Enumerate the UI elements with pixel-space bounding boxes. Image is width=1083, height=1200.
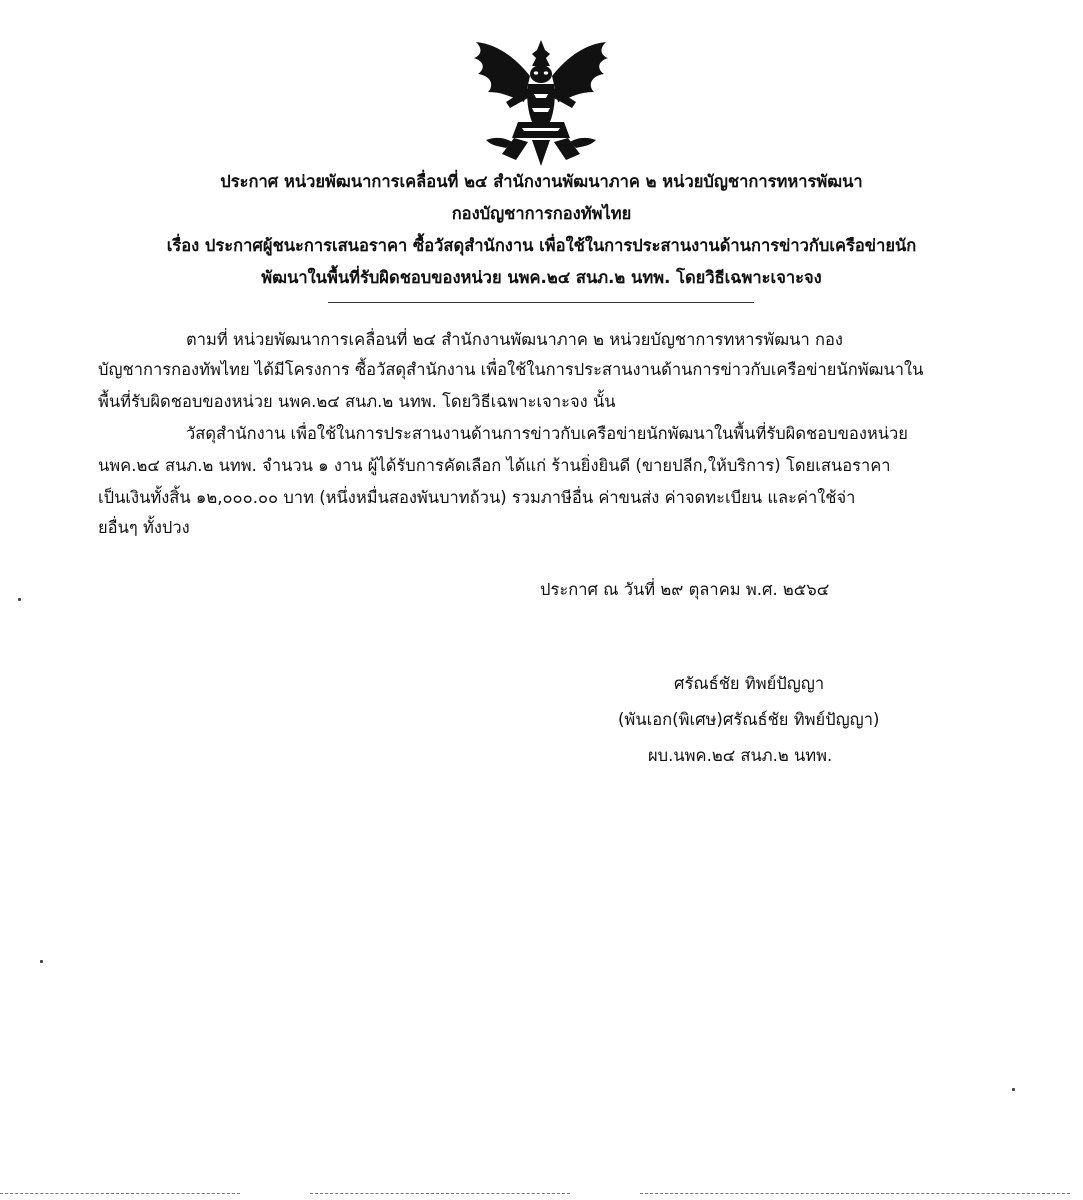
paragraph1-line1: ตามที่ หน่วยพัฒนาการเคลื่อนที่ ๒๔ สำนักงานพัฒนาภาค ๒ หน่วยบัญชาการทหารพัฒนา กอง bbox=[186, 330, 843, 349]
scan-edge-line bbox=[640, 1193, 1070, 1194]
signatory-rank-name: (พันเอก(พิเศษ)ศรัณธ์ชัย ทิพย์ปัญญา) bbox=[618, 710, 880, 729]
announcement-subject-line1: เรื่อง ประกาศผู้ชนะการเสนอราคา ซื้อวัสดุสำนักงาน เพื่อใช้ในการประสานงานด้านการข่าวกับเครือข่ายนัก bbox=[166, 236, 917, 255]
scan-speck bbox=[18, 598, 21, 601]
paragraph1-line2: บัญชาการกองทัพไทย ได้มีโครงการ ซื้อวัสดุสำนักงาน เพื่อใช้ในการประสานงานด้านการข่าวกับเครือข่ายนักพัฒนาใน bbox=[98, 360, 924, 379]
scan-speck bbox=[1012, 1088, 1015, 1091]
scan-speck bbox=[40, 960, 43, 963]
paragraph2-line1: วัสดุสำนักงาน เพื่อใช้ในการประสานงานด้านการข่าวกับเครือข่ายนักพัฒนาในพื้นที่รับผิดชอบของหน่วย bbox=[186, 424, 908, 443]
paragraph2-line3: เป็นเงินทั้งสิ้น ๑๒,๐๐๐.๐๐ บาท (หนึ่งหมื่นสองพันบาทถ้วน) รวมภาษีอื่น ค่าขนส่ง ค่าจดทะเบียน และค่าใช้จ่า bbox=[98, 488, 856, 507]
announcement-date: ประกาศ ณ วันที่ ๒๙ ตุลาคม พ.ศ. ๒๕๖๔ bbox=[540, 580, 830, 599]
paragraph2-line4: ยอื่นๆ ทั้งปวง bbox=[98, 518, 190, 537]
header-divider bbox=[328, 302, 754, 303]
announcement-title-line1: ประกาศ หน่วยพัฒนาการเคลื่อนที่ ๒๔ สำนักงานพัฒนาภาค ๒ หน่วยบัญชาการทหารพัฒนา bbox=[220, 172, 863, 191]
signatory-name: ศรัณธ์ชัย ทิพย์ปัญญา bbox=[674, 674, 825, 693]
paragraph1-line3: พื้นที่รับผิดชอบของหน่วย นพค.๒๔ สนภ.๒ นทพ. โดยวิธีเฉพาะเจาะจง นั้น bbox=[98, 392, 616, 411]
scan-edge-line bbox=[0, 1193, 240, 1194]
paragraph2-line2: นพค.๒๔ สนภ.๒ นทพ. จำนวน ๑ งาน ผู้ได้รับการคัดเลือก ได้แก่ ร้านยิ่งยินดี (ขายปลีก,ให้บริการ) โดยเสนอราคา bbox=[98, 456, 891, 475]
announcement-subject-line2: พัฒนาในพื้นที่รับผิดชอบของหน่วย นพค.๒๔ สนภ.๒ นทพ. โดยวิธีเฉพาะเจาะจง bbox=[261, 268, 822, 287]
scan-edge-line bbox=[310, 1193, 570, 1194]
signatory-position: ผบ.นพค.๒๔ สนภ.๒ นทพ. bbox=[648, 746, 833, 765]
garuda-emblem-icon bbox=[466, 36, 616, 168]
announcement-title-line2: กองบัญชาการกองทัพไทย bbox=[451, 204, 632, 223]
